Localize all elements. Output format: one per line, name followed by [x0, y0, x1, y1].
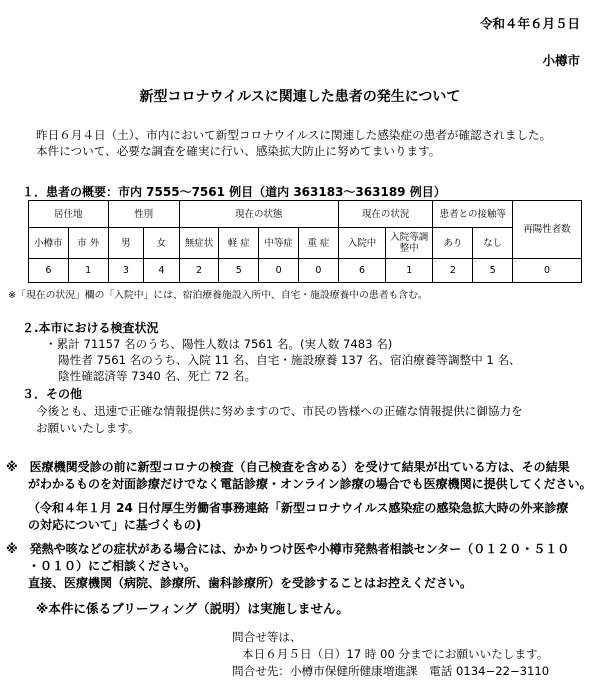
section1-heading: １．患者の概要：市内 7555〜7561 例目（道内 363183〜363189 例目） — [22, 185, 446, 199]
column-header: 中等症 — [259, 228, 299, 259]
medical-notice-line: （令和４年１月 24 日付厚生労働省事務連絡「新型コロナウイルス感染症の感染急拡大時の外来診療 — [28, 501, 569, 515]
fever-notice-line: 直接、医療機関（病院、診療所、歯科診療所）を受診することはお控えください。 — [28, 576, 473, 590]
table-cell-value: 5 — [473, 259, 513, 283]
table-cell-value: 0 — [259, 259, 299, 283]
group-header-residence: 居住地 — [29, 201, 109, 228]
medical-notice-line: がわかるものを対面診療だけでなく電話診療・オンライン診療の場合でも医療機関に提供してください。 — [28, 477, 592, 491]
table-cell-value: 2 — [433, 259, 473, 283]
table-cell-value: 4 — [144, 259, 180, 283]
column-header: 重 症 — [298, 228, 338, 259]
column-header: 男 — [108, 228, 143, 259]
table-cell-value: 5 — [219, 259, 259, 283]
medical-notice-line: ※ 医療機関受診の前に新型コロナの検査（自己検査を含める）を受けて結果が出ている方は、その結果 — [6, 460, 570, 474]
table-cell-value: 6 — [29, 259, 69, 283]
table-cell-value: 0 — [513, 259, 582, 283]
contact-intro: 問合せ等は、 — [232, 630, 302, 644]
intro-line: 昨日６月４日（土）、市内において新型コロナウイルスに関連した感染症の患者が確認されました。 — [36, 128, 552, 142]
briefing-notice: ※本件に係るブリーフィング（説明）は実施しません。 — [36, 601, 349, 616]
column-header: 女 — [144, 228, 180, 259]
table-cell-value: 0 — [298, 259, 338, 283]
section2-heading: ２.本市における検査状況 — [22, 321, 159, 335]
patient-summary-table — [28, 200, 582, 283]
testing-status-line: 陽性者 7561 名のうち、入院 11 名、自宅・施設療養 137 名、宿泊療養等調整中 1 名、 — [58, 353, 521, 367]
table-cell-value: 6 — [338, 259, 385, 283]
section3-heading: ３．その他 — [22, 387, 83, 401]
intro-paragraph — [36, 127, 551, 159]
group-header-status: 現在の状況 — [338, 201, 433, 228]
column-header: 市 外 — [68, 228, 108, 259]
testing-status-line: 陰性確認済等 7340 名、死亡 72 名。 — [58, 369, 257, 383]
column-header: 入院中 — [338, 228, 385, 259]
column-header: 小樽市 — [29, 228, 69, 259]
other-info-line: 今後とも、迅速で正確な情報提供に努めますので、市民の皆様への正確な情報提供に御協力を — [36, 404, 523, 418]
table-cell-value: 2 — [179, 259, 219, 283]
medical-notice-line: い。 — [567, 477, 592, 491]
intro-line: 本件について、必要な調査を確実に行い、感染拡大防止に努めてまいります。 — [36, 144, 441, 158]
table-cell-value: 1 — [68, 259, 108, 283]
group-header-sex: 性別 — [108, 201, 179, 228]
column-header: あり — [433, 228, 473, 259]
other-info-line: お願いいたします。 — [36, 421, 140, 435]
issuing-organization: 小樽市 — [542, 53, 580, 68]
contact-deadline: 本日６月５日（日）17 時 00 分までにお願いいたします。 — [242, 647, 549, 661]
testing-status-line: ・累計 71157 名のうち、陽性人数は 7561 名。(実人数 7483 名) — [45, 337, 393, 351]
medical-notice-line: の対応について」に基づくもの) — [28, 518, 202, 532]
group-header-repositive: 再陽性者数 — [513, 201, 582, 259]
contact-info: 問合せ先：小樽市保健所健康増進課 電話 0134−22−3110 — [232, 664, 550, 678]
document-title: 新型コロナウイルスに関連した患者の発生について — [139, 89, 461, 105]
table-cell-value: 3 — [108, 259, 143, 283]
column-header: 無症状 — [179, 228, 219, 259]
table-cell-value: 1 — [386, 259, 433, 283]
table-footnote: ※「現在の状況」欄の「入院中」には、宿泊療養施設入所中、自宅・施設療養中の患者も含む。 — [8, 290, 428, 301]
fever-notice-line: ・０１０）にご相談ください。 — [28, 559, 197, 573]
document-date: 令和４年６月５日 — [479, 16, 580, 31]
fever-notice-line: ※ 発熱や咳などの症状がある場合には、かかりつけ医や小樽市発熱者相談センター（０１２０・５１０ — [6, 542, 570, 556]
group-header-contact: 患者との接触等 — [433, 201, 513, 228]
group-header-condition: 現在の状態 — [179, 201, 338, 228]
column-header: 入院等調整中 — [386, 228, 433, 259]
column-header: 軽 症 — [219, 228, 259, 259]
column-header: なし — [473, 228, 513, 259]
